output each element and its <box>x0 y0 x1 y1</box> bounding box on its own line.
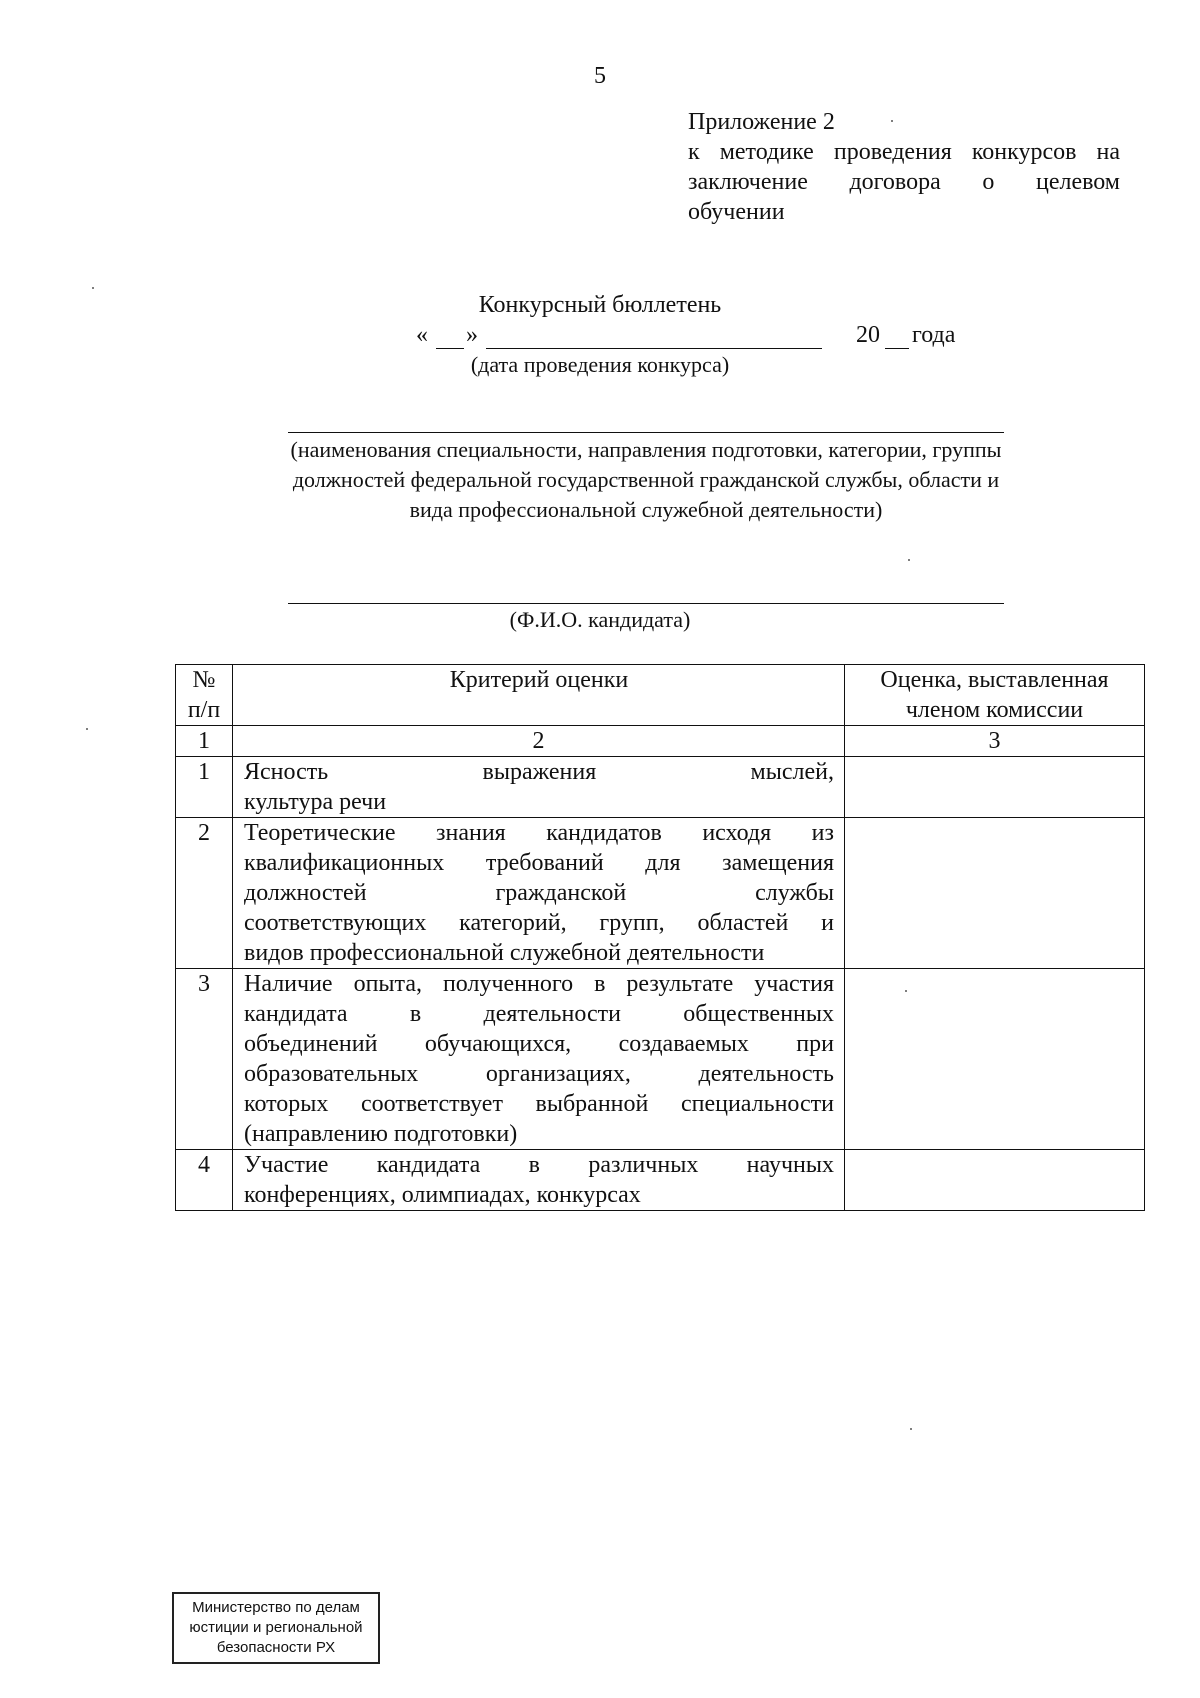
criterion-text <box>233 818 845 969</box>
row-number: 2 <box>176 818 233 969</box>
criterion-text <box>233 969 845 1150</box>
date-field <box>416 322 976 354</box>
criterion-text <box>233 1150 845 1211</box>
appendix-line: обучении <box>688 199 785 225</box>
candidate-name-blank-line <box>288 603 1004 604</box>
header-num-label: п/п <box>187 697 221 723</box>
year-word: года <box>912 322 956 348</box>
row-number: 3 <box>176 969 233 1150</box>
scan-speck <box>86 728 88 730</box>
scan-speck <box>910 1428 912 1430</box>
row-number: 4 <box>176 1150 233 1211</box>
page-title: Конкурсный бюллетень <box>478 292 722 318</box>
score-cell[interactable] <box>845 818 1145 969</box>
table-row <box>176 1150 1145 1211</box>
year-blank-line <box>885 348 909 349</box>
stamp-line: юстиции и региональной <box>189 1619 363 1636</box>
criterion-line: (направлению подготовки) <box>244 1121 518 1147</box>
scan-speck <box>92 287 94 289</box>
page-number: 5 <box>594 63 606 89</box>
table-row <box>176 818 1145 969</box>
index-cell: 2 <box>233 726 845 757</box>
appendix-line: заключение договора о целевом <box>688 169 1120 195</box>
criterion-line: культура речи <box>244 789 387 815</box>
specialty-caption: (наименования специальности, направления подготовки, категории, группы должностей федеральной государственной гражданской службы, области и вида профессиональной служебной деятельности) <box>290 437 1002 522</box>
criterion-line: которых соответствует выбранной специальности <box>244 1091 834 1117</box>
year-prefix: 20 <box>856 322 880 348</box>
criterion-text <box>233 757 845 818</box>
scan-speck <box>908 559 910 561</box>
criterion-line: видов профессиональной служебной деятельности <box>244 940 765 966</box>
index-cell: 3 <box>845 726 1145 757</box>
date-caption: (дата проведения конкурса) <box>470 352 730 377</box>
criterion-line: объединений обучающихся, создаваемых при <box>244 1031 834 1057</box>
day-blank-line <box>436 348 464 349</box>
header-num-symbol: № <box>192 667 216 693</box>
month-blank-line <box>486 348 822 349</box>
criterion-line: конференциях, олимпиадах, конкурсах <box>244 1182 641 1208</box>
criterion-line: Теоретические знания кандидатов исходя из <box>244 820 834 846</box>
criterion-line: Участие кандидата в различных научных <box>244 1152 834 1178</box>
scan-speck <box>891 120 893 122</box>
criterion-line: квалификационных требований для замещения <box>244 850 834 876</box>
table-header-row <box>176 665 1145 726</box>
score-cell[interactable] <box>845 757 1145 818</box>
table-index-row <box>176 726 1145 757</box>
criterion-line: кандидата в деятельности общественных <box>244 1001 834 1027</box>
criterion-line: Наличие опыта, полученного в результате участия <box>244 971 834 997</box>
appendix-title: Приложение 2 <box>688 109 835 135</box>
criterion-line: образовательных организациях, деятельность <box>244 1061 834 1087</box>
header-score <box>845 665 1145 726</box>
table-row <box>176 969 1145 1150</box>
stamp-line: безопасности РХ <box>216 1639 336 1656</box>
score-cell[interactable] <box>845 969 1145 1150</box>
index-cell: 1 <box>176 726 233 757</box>
header-score-line: членом комиссии <box>905 697 1084 723</box>
scan-speck <box>905 990 907 992</box>
criterion-line: соответствующих категорий, групп, областей и <box>244 910 834 936</box>
appendix-line: к методике проведения конкурсов на <box>688 139 1120 165</box>
close-quote: » <box>466 322 478 348</box>
header-num <box>176 665 233 726</box>
specialty-blank-line <box>288 432 1004 433</box>
criterion-line: должностей гражданской службы <box>244 880 834 906</box>
evaluation-table <box>175 664 1145 1211</box>
row-number: 1 <box>176 757 233 818</box>
header-criterion: Критерий оценки <box>233 665 845 726</box>
candidate-name-caption: (Ф.И.О. кандидата) <box>509 607 691 632</box>
appendix-note <box>688 107 1120 227</box>
header-score-line: Оценка, выставленная <box>880 667 1109 693</box>
stamp-line: Министерство по делам <box>192 1599 360 1616</box>
table-row <box>176 757 1145 818</box>
score-cell[interactable] <box>845 1150 1145 1211</box>
ministry-stamp <box>172 1592 380 1664</box>
open-quote: « <box>416 322 428 348</box>
criterion-line: Ясность выражения мыслей, <box>244 759 834 785</box>
